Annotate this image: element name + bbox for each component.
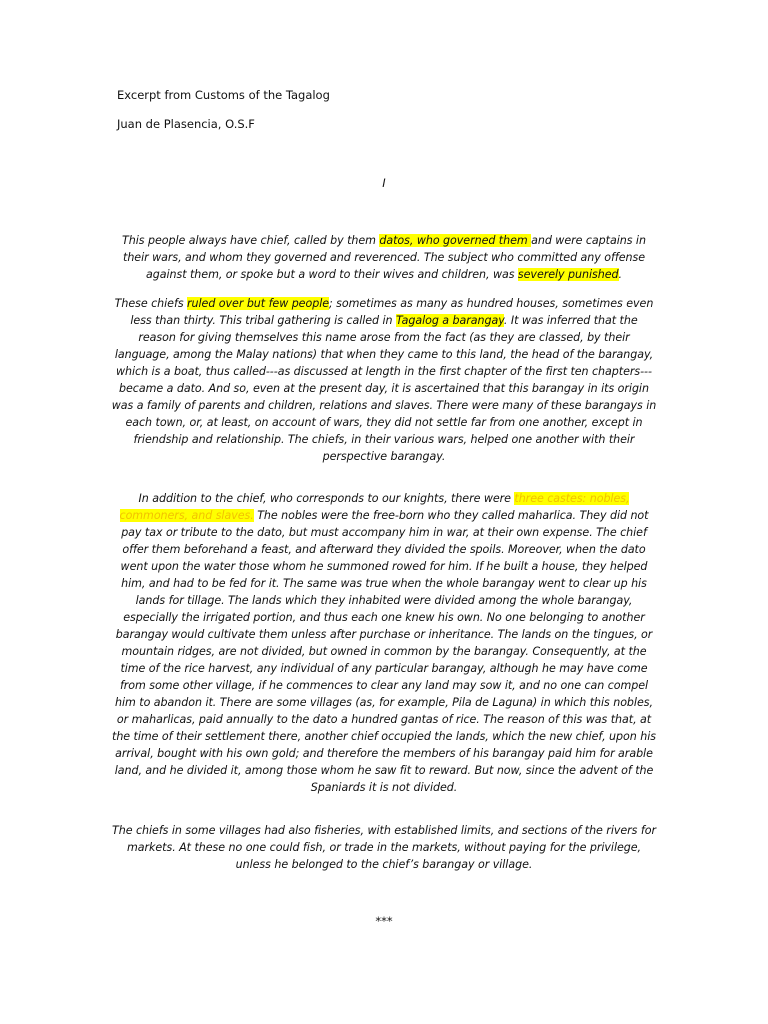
- paragraph-text: This people always have chief, called by them: [122, 234, 380, 247]
- paragraph-datos: [110, 232, 658, 283]
- highlighted-phrase: ruled over but few people: [187, 297, 329, 310]
- paragraph-text: These chiefs: [114, 297, 188, 310]
- paragraph-text: The chiefs in some villages had also fisheries, with established limits, and sections of the rivers for markets. At these no one could fish, or trade in the markets, without paying for the privilege, unless he belonged to the chief’s barangay or village.: [112, 824, 656, 871]
- highlighted-phrase: severely punished: [517, 268, 619, 281]
- paragraph-fisheries: [110, 822, 658, 873]
- highlighted-phrase: Tagalog a barangay: [396, 314, 504, 327]
- paragraph-barangay: [110, 295, 658, 465]
- highlighted-phrase: datos, who governed them: [379, 234, 532, 247]
- paragraph-text: .: [618, 268, 622, 281]
- highlighted-phrase: three castes: nobles, commoners, and slaves.: [119, 492, 630, 522]
- paragraph-text: In addition to the chief, who corresponds to our knights, there were: [138, 492, 515, 505]
- section-numeral: I: [382, 176, 386, 190]
- document-title: Excerpt from Customs of the Tagalog: [117, 88, 330, 102]
- paragraph-text: The nobles were the free-born who they called maharlica. They did not pay tax or tribute to the dato, but must accompany him in war, at their own expense. The chief offer them beforehand a feast, and afterward they divided the spoils. Moreover, when the dato went upon the water those whom he summoned rowed for him. If he built a house, they helped him, and had to be fed for it. The same was true when the whole barangay went to clear up his lands for tillage. The lands which they inhabited were divided among the whole barangay, especially the irrigated portion, and thus each one knew his own. No one belonging to another barangay would cultivate them unless after purchase or inheritance. The lands on the tingues, or mountain ridges, are not divided, but owned in common by the barangay. Consequently, at the time of the rice harvest, any individual of any particular barangay, although he may have come from some other village, if he commences to clear any land may sow it, and no one can compel him to abandon it. There are some villages (as, for example, Pila de Laguna) in which this nobles, or maharlicas, paid annually to the dato a hundred gantas of rice. The reason of this was that, at the time of their settlement there, another chief occupied the lands, which the new chief, upon his arrival, bought with his own gold; and therefore the members of his barangay paid him for arable land, and he divided it, among those whom he saw fit to reward. But now, since the advent of the Spaniards it is not divided.: [112, 509, 656, 794]
- paragraph-text: . It was inferred that the reason for giving themselves this name arose from the fact (as they are classed, by their language, among the Malay nations) that when they came to this land, the head of the barangay, which is a boat, thus called---as discussed at length in the first chapter of the first ten chapters---became a dato. And so, even at the present day, it is ascertained that this barangay in its origin was a family of parents and children, relations and slaves. There were many of these barangays in each town, or, at least, on account of wars, they did not settle far from one another, except in friendship and relationship. The chiefs, in their various wars, helped one another with their perspective barangay.: [111, 314, 657, 463]
- paragraph-castes: [110, 490, 658, 796]
- section-separator: ***: [375, 914, 393, 928]
- paragraph-text: ; sometimes as many as hundred houses, sometimes even less than thirty. This tribal gathering is called in: [130, 297, 654, 327]
- paragraph-text: and were captains in their wars, and whom they governed and reverenced. The subject who committed any offense against them, or spoke but a word to their wives and children, was: [123, 234, 646, 281]
- document-author: Juan de Plasencia, O.S.F: [117, 117, 255, 131]
